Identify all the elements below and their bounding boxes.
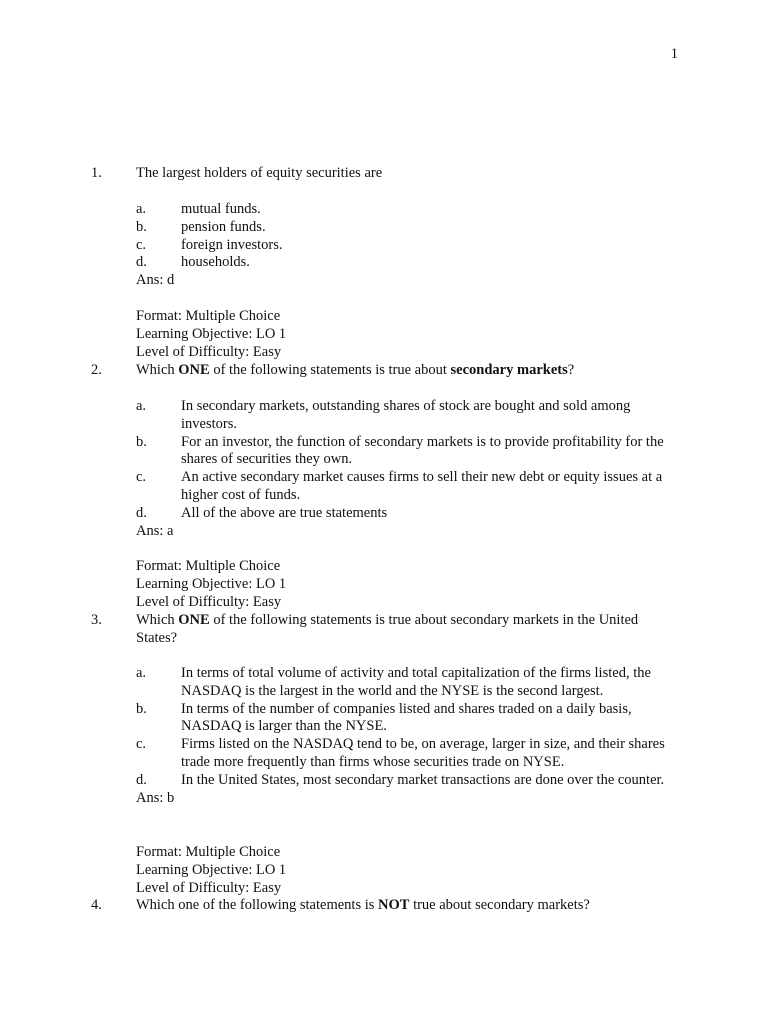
option-letter: b. <box>136 433 147 450</box>
question-meta <box>136 558 286 611</box>
stem-emphasis: ONE <box>178 612 210 628</box>
question-stem <box>136 897 676 915</box>
format: Format: Multiple Choice <box>136 308 281 324</box>
option-text: foreign investors. <box>181 236 283 253</box>
question-meta <box>136 308 286 361</box>
option-letter: d. <box>136 254 147 271</box>
option-a <box>136 665 676 701</box>
option-text: An active secondary market causes firms to sell their new debt or equity issues at a higher cost of funds. <box>181 469 663 503</box>
option-list <box>136 201 676 290</box>
option-letter: c. <box>136 736 147 753</box>
option-letter: c. <box>136 236 147 253</box>
answer: Ans: d <box>136 272 175 289</box>
option-text: mutual funds. <box>181 201 261 217</box>
option-list <box>136 398 676 540</box>
option-c <box>136 237 676 255</box>
stem-emphasis: secondary markets <box>450 362 568 378</box>
stem-part: Which <box>136 362 179 378</box>
option-text: pension funds. <box>181 218 266 235</box>
option-d <box>136 505 676 523</box>
format: Format: Multiple Choice <box>136 844 281 860</box>
stem-part: Which one of the following statements is <box>136 897 379 913</box>
learning-objective: Learning Objective: LO 1 <box>136 575 287 592</box>
format: Format: Multiple Choice <box>136 558 281 574</box>
difficulty: Level of Difficulty: Easy <box>136 879 282 896</box>
option-d <box>136 772 676 790</box>
option-text: In terms of total volume of activity and total capitalization of the firms listed, the NASDAQ is the largest in the world and the NYSE is the second largest. <box>181 665 651 699</box>
stem-emphasis: NOT <box>378 897 410 913</box>
option-a <box>136 398 676 434</box>
option-b <box>136 434 676 470</box>
answer: Ans: b <box>136 789 175 806</box>
answer: Ans: a <box>136 522 174 539</box>
learning-objective: Learning Objective: LO 1 <box>136 325 287 342</box>
option-text: In secondary markets, outstanding shares of stock are bought and sold among investors. <box>181 398 631 432</box>
question-stem <box>136 362 676 380</box>
option-d <box>136 254 676 272</box>
option-letter: a. <box>136 398 147 414</box>
stem-emphasis: ONE <box>178 362 210 378</box>
stem-part: Which <box>136 612 179 628</box>
question-number: 1. <box>91 165 102 181</box>
option-b <box>136 219 676 237</box>
question-stem <box>136 612 676 648</box>
option-text: households. <box>181 254 250 271</box>
option-b <box>136 701 676 737</box>
stem-part: of the following statements is true about <box>209 362 451 378</box>
option-letter: a. <box>136 665 147 681</box>
stem-part: true about secondary markets? <box>409 897 590 913</box>
option-c <box>136 469 676 505</box>
stem-part: of the following statements is true about secondary markets in the United States? <box>136 612 639 646</box>
question-number: 2. <box>91 362 102 378</box>
difficulty: Level of Difficulty: Easy <box>136 593 282 610</box>
option-text: In terms of the number of companies listed and shares traded on a daily basis, NASDAQ is larger than the NYSE. <box>181 700 632 735</box>
stem-part: ? <box>567 362 575 378</box>
option-text: Firms listed on the NASDAQ tend to be, on average, larger in size, and their shares trade more frequently than firms whose securities trade on NYSE. <box>181 736 665 770</box>
option-letter: d. <box>136 504 147 521</box>
question-stem <box>136 165 676 183</box>
learning-objective: Learning Objective: LO 1 <box>136 861 287 878</box>
page-number: 1 <box>670 46 678 62</box>
question-number: 4. <box>91 897 102 913</box>
option-letter: b. <box>136 700 147 717</box>
difficulty: Level of Difficulty: Easy <box>136 343 282 360</box>
option-letter: c. <box>136 469 147 486</box>
option-a <box>136 201 676 219</box>
option-text: In the United States, most secondary market transactions are done over the counter. <box>181 771 665 788</box>
option-list <box>136 665 676 807</box>
option-text: All of the above are true statements <box>181 504 388 521</box>
stem-part: The largest holders of equity securities are <box>136 165 383 181</box>
option-letter: b. <box>136 218 147 235</box>
question-meta <box>136 844 286 897</box>
option-text: For an investor, the function of secondary markets is to provide profitability for the shares of securities they own. <box>181 433 664 468</box>
question-number: 3. <box>91 612 102 628</box>
option-c <box>136 736 676 772</box>
option-letter: d. <box>136 771 147 788</box>
option-letter: a. <box>136 201 147 217</box>
